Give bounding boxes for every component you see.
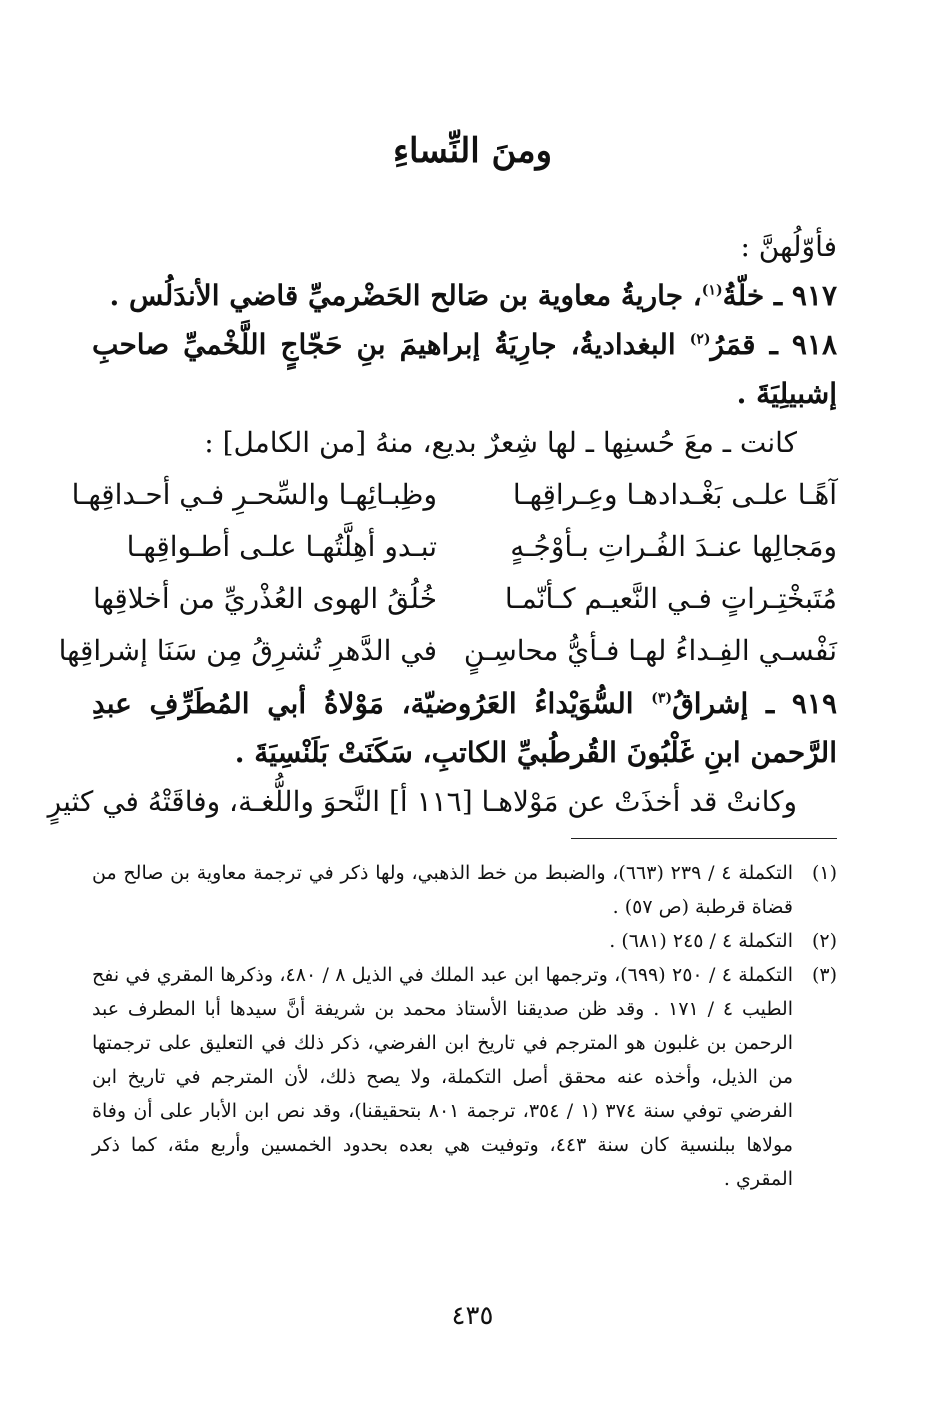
- footnote-ref: (٢): [689, 331, 711, 348]
- footnote-text: التكملة ٤ / ٢٣٩ (٦٦٣)، والضبط من خط الذهبي، ولها ذكر في ترجمة معاوية بن صالح من قضاة قرطبة (ص ٥٧) .: [92, 862, 794, 918]
- verse-row: [92, 573, 837, 625]
- footnote: [92, 924, 837, 958]
- page-number: ٤٣٥: [451, 1301, 494, 1331]
- intro-line: فأوّلُهنَّ :: [740, 230, 837, 263]
- entry-number: ٩١٧ ـ: [773, 279, 837, 312]
- footnote-separator: [571, 838, 837, 839]
- footnote-ref: (٣): [651, 690, 673, 707]
- footnote-number: (٢): [811, 930, 837, 952]
- footnote-text: التكملة ٤ / ٢٤٥ (٦٨١) .: [609, 930, 793, 952]
- verse-first-hemistich: آهًـا علـى بَغْـدادهـا وعِـراقِهـا: [512, 478, 837, 511]
- closing-line: وكانتْ قد أخذَتْ عن مَوْلاهـا [١١٦ أ] النَّحوَ واللُّغـة، وفاقَتْهُ في كثيرٍ: [47, 785, 797, 818]
- section-title: ومنَ النِّساءِ: [392, 131, 553, 171]
- verse-first-hemistich: نَفْسـي الفِـداءُ لهـا فـأيُّ محاسِـنٍ: [463, 634, 837, 667]
- footnote-number: (٣): [811, 964, 837, 986]
- verse-first-hemistich: مُتَبخْتِـراتٍ فـي النَّعيـم كـأنّمـا: [504, 582, 837, 615]
- footnote-ref: (١): [701, 282, 723, 299]
- entry-919: [92, 679, 837, 777]
- verse-first-hemistich: ومَجالِها عنـدَ الفُـراتِ بـأوْجُـهٍ: [510, 530, 837, 563]
- entry-number: ٩١٨ ـ: [769, 328, 838, 361]
- verse-second-hemistich: تبـدو أهِلَّتُهـا علـى أطـواقِهـا: [126, 530, 437, 563]
- verse-row: [71, 469, 837, 521]
- poem-intro: كانت ـ معَ حُسنِها ـ لها شِعرٌ بديع، منهُ [من الكامل] :: [204, 426, 797, 459]
- main-text: [47, 222, 838, 826]
- entry-name: إشراقُ: [672, 687, 749, 720]
- entry-text: ، جاريةُ معاوية بن صَالح الحَضْرميِّ قاضي الأندَلُس .: [109, 279, 702, 312]
- verse-row: [58, 625, 837, 677]
- entry-number: ٩١٩ ـ: [765, 687, 837, 720]
- verse-second-hemistich: خُلُقُ الهوى العُذْريِّ من أخلاقِها: [92, 582, 437, 615]
- footnote-text: التكملة ٤ / ٢٥٠ (٦٩٩)، وترجمها ابن عبد الملك في الذيل ٨ / ٤٨٠، وذكرها المقري في نفح الطيب ٤ / ١٧١ . وقد ظن صديقنا الأستاذ محمد بن شريفة أنَّ سيدها أبا المطرف عبد الرحمن بن غلبون هو المترجم في تاريخ ابن الفرضي، ذكر ذلك في التعليق على ترجمتها من الذيل، وأخذه عنه محقق أصل التكملة، ولا يصح ذلك، لأن المترجم في تاريخ ابن الفرضي توفي سنة ٣٧٤ (١ / ٣٥٤، ترجمة ٨٠١ بتحقيقنا)، وقد نص ابن الأبار على أن وفاة مولاها ببلنسية كان سنة ٤٤٣، وتوفيت هي بعده بحدود الخمسين وأربع مئة، كما ذكر المقري .: [92, 964, 794, 1190]
- footnotes: [92, 856, 837, 1196]
- entry-name: خلّةُ: [722, 279, 765, 312]
- entry-917: [92, 271, 837, 320]
- footnote-number: (١): [811, 862, 837, 884]
- footnote: [92, 856, 837, 924]
- entry-name: قمَرُ: [710, 328, 756, 361]
- verse-second-hemistich: في الدَّهرِ تُشرِقُ مِن سَنَا إشراقِها: [58, 634, 437, 667]
- entry-text: السُّوَيْداءُ العَرُوضيّة، مَوْلاةُ أبي المُطَرِّفِ عبدِ الرَّحمن ابنِ غَلْبُونَ القُرطُبيِّ الكاتبِ، سَكَنَتْ بَلَنْسِيَةَ .: [92, 687, 837, 769]
- poem: [58, 469, 837, 677]
- verse-second-hemistich: وظِبـائِهـا والسِّحـرِ فـي أحـداقِهـا: [71, 478, 437, 511]
- verse-row: [92, 521, 837, 573]
- entry-text: البغداديةُ، جارِيَةُ إبراهيمَ بنِ حَجّاجٍ اللَّخْميِّ صاحبِ إشبيلِيَةَ .: [92, 328, 837, 410]
- footnote: [92, 958, 837, 1196]
- entry-918: [92, 320, 837, 418]
